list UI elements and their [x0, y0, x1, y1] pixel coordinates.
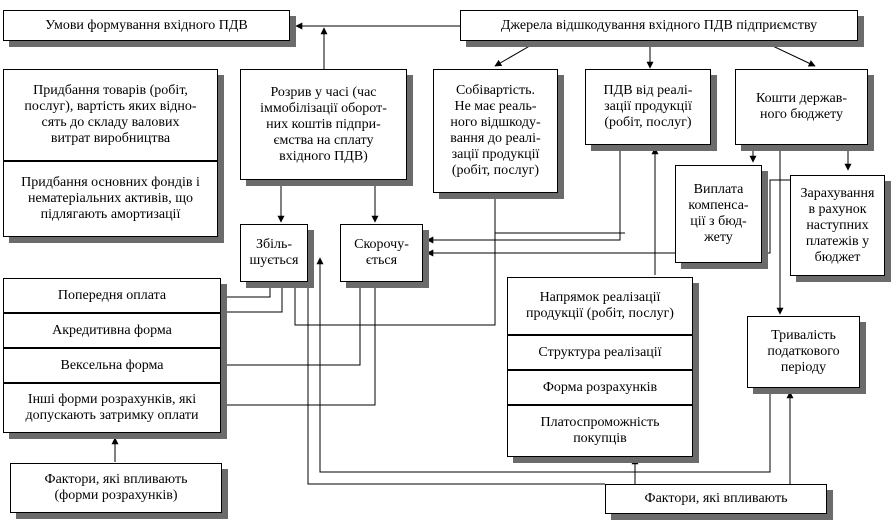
crediting-label: Зарахування в рахунок наступних платежів у бюджет — [800, 185, 875, 265]
payment-form-label: Форма розрахунків — [542, 379, 658, 395]
factors-forms-label: Фактори, які впливають (форми розрахунків) — [44, 472, 188, 503]
letter-of-credit-box — [3, 313, 221, 348]
letter-of-credit-label: Акредитивна форма — [52, 322, 172, 338]
purchase-goods-label: Придбання товарів (робіт, послуг), вартість яких відно- сять до складу валових витрат виробництва — [24, 83, 197, 146]
tax-period-label: Тривалість податкового періоду — [767, 328, 840, 375]
solvency-label: Платоспроможність покупців — [540, 415, 660, 446]
factors-box — [605, 484, 827, 514]
arrow-cost-to-decreases — [495, 193, 625, 233]
decreases-box — [340, 224, 423, 282]
time-gap-box — [240, 69, 407, 180]
purchase-fixed-assets-box — [3, 161, 218, 237]
other-forms-label: Інші форми розрахунків, які допускають затримку оплати — [25, 392, 199, 423]
bill-form-label: Вексельна форма — [60, 357, 164, 373]
vat-sales-box — [585, 69, 711, 145]
cost-box — [433, 69, 558, 193]
conditions-label: Умови формування вхідного ПДВ — [45, 17, 248, 33]
solvency-box — [507, 405, 693, 457]
state-budget-box — [735, 69, 868, 145]
purchase-fixed-assets-label: Придбання основних фондів і нематеріальних активів, що підлягають амортизації — [21, 175, 200, 222]
state-budget-label: Кошти держав- ного бюджету — [755, 91, 848, 122]
other-forms-box — [3, 383, 221, 433]
decreases-label: Скорочу- ється — [354, 237, 409, 268]
vat-sales-label: ПДВ від реалі- зації продукції (робіт, послуг) — [603, 83, 693, 130]
sales-direction-label: Напрямок реалізації продукції (робіт, послуг) — [526, 290, 674, 321]
sales-structure-label: Структура реалізації — [538, 344, 662, 360]
arrow-sources-to-budget — [760, 40, 815, 66]
budget-compensation-label: Виплата компенса- ції з бюд- жету — [688, 182, 749, 245]
increases-label: Збіль- шується — [249, 237, 299, 268]
payment-form-box — [507, 370, 693, 405]
cost-label: Собівартість. Не має реаль- ного відшкоду- вання до реалі- зації продукції (робіт, послуг) — [450, 83, 541, 178]
sales-structure-box — [507, 335, 693, 370]
sources-box — [460, 10, 858, 41]
factors-forms-box — [10, 463, 222, 513]
sources-label: Джерела відшкодування вхідного ПДВ підприємству — [500, 17, 818, 33]
tax-period-box — [747, 316, 860, 388]
budget-compensation-box — [675, 165, 762, 263]
arrow-sources-to-cost — [495, 40, 540, 66]
sales-direction-box — [507, 277, 693, 335]
factors-label: Фактори, які впливають — [644, 491, 788, 506]
conditions-box — [3, 10, 290, 41]
prepayment-label: Попередня оплата — [57, 287, 167, 303]
prepayment-box — [3, 278, 221, 313]
time-gap-label: Розрив у часі (час іммобілізації оборот- них коштів підпри- ємства на сплату вхідного ПДВ) — [260, 84, 387, 164]
arrow-crediting-link — [760, 180, 790, 253]
purchase-goods-box — [3, 69, 218, 161]
crediting-box — [790, 175, 885, 276]
bill-form-box — [3, 348, 221, 383]
increases-box — [240, 224, 308, 282]
